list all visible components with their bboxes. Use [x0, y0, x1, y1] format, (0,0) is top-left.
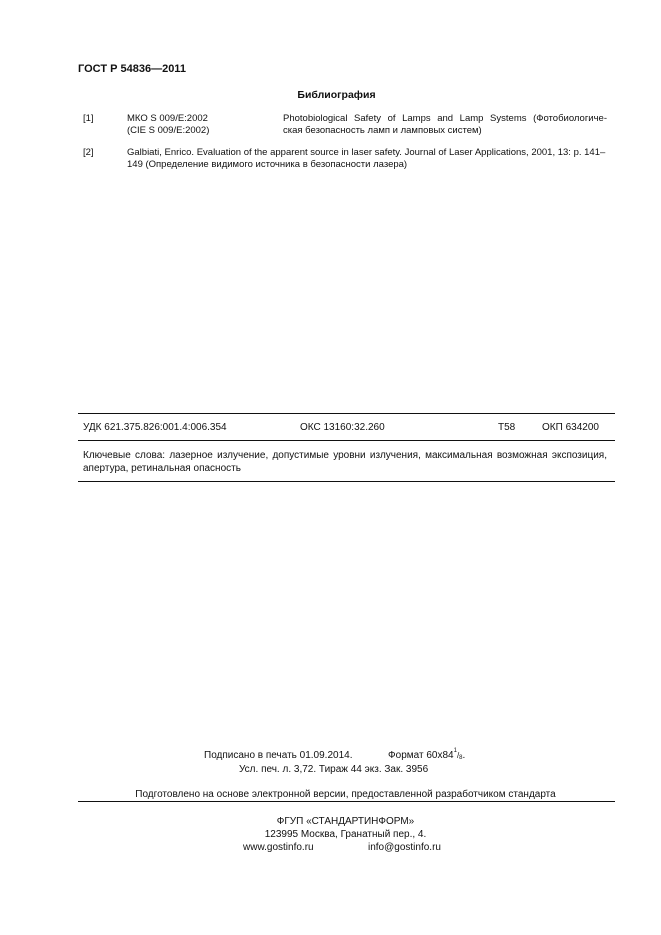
document-code: ГОСТ Р 54836—2011 [78, 63, 186, 75]
publisher-name: ФГУП «СТАНДАРТИНФОРМ» [276, 816, 415, 827]
print-format: Формат $60x84^1/8$. [388, 748, 466, 761]
publisher-email: info@gostinfo.ru [368, 842, 441, 853]
middle-rule [78, 440, 615, 441]
imprint-signed [204, 750, 465, 761]
reference-identifier [127, 113, 209, 136]
format-denominator: 8 [459, 755, 463, 761]
format-tail: . [462, 750, 466, 761]
imprint-details: Усл. печ. л. 3,72. Тираж 44 экз. Зак. 3956 [239, 764, 429, 775]
imprint-rule [78, 801, 615, 802]
signed-date: Подписано в печать 01.09.2014. [204, 750, 353, 761]
reference-text: Galbiati, Enrico. Evaluation of the apparent source in laser safety. Journal of Laser Applications, 2001, 13: p. 141–149 (Определение видимого источника в безопасности лазера) [127, 147, 606, 170]
reference-number: [1] [83, 113, 94, 124]
keywords: Ключевые слова: лазерное излучение, допустимые уровни излучения, максимальная возможная экспозиция, апертура, ретинальная опасность [83, 450, 607, 474]
format-label: Формат 60x84 [388, 750, 454, 761]
reference-title [283, 113, 607, 136]
reference-title-line: ская безопасность ламп и ламповых систем) [283, 124, 482, 136]
classifier-code: Т58 [498, 422, 516, 433]
reference-identifier-line: МКО S 009/E:2002 [127, 113, 208, 124]
udk-code: УДК 621.375.826:001.4:006.354 [83, 422, 227, 433]
format-numerator: 1 [453, 748, 457, 754]
okp-code: ОКП 634200 [542, 422, 599, 433]
reference-number: [2] [83, 147, 94, 158]
publisher-address: 123995 Москва, Гранатный пер., 4. [264, 829, 427, 840]
top-rule [78, 413, 615, 414]
bibliography-title: Библиография [297, 89, 376, 101]
reference-title-line: Photobiological Safety of Lamps and Lamp Systems (Фотобиологиче- [283, 113, 607, 124]
oks-code: ОКС 13160:32.260 [300, 422, 385, 433]
bottom-rule [78, 481, 615, 482]
publisher-website: www.gostinfo.ru [243, 842, 314, 853]
reference-identifier-line: (CIE S 009/E:2002) [127, 124, 210, 136]
prepared-note: Подготовлено на основе электронной версии, предоставленной разработчиком стандарта [135, 789, 556, 800]
